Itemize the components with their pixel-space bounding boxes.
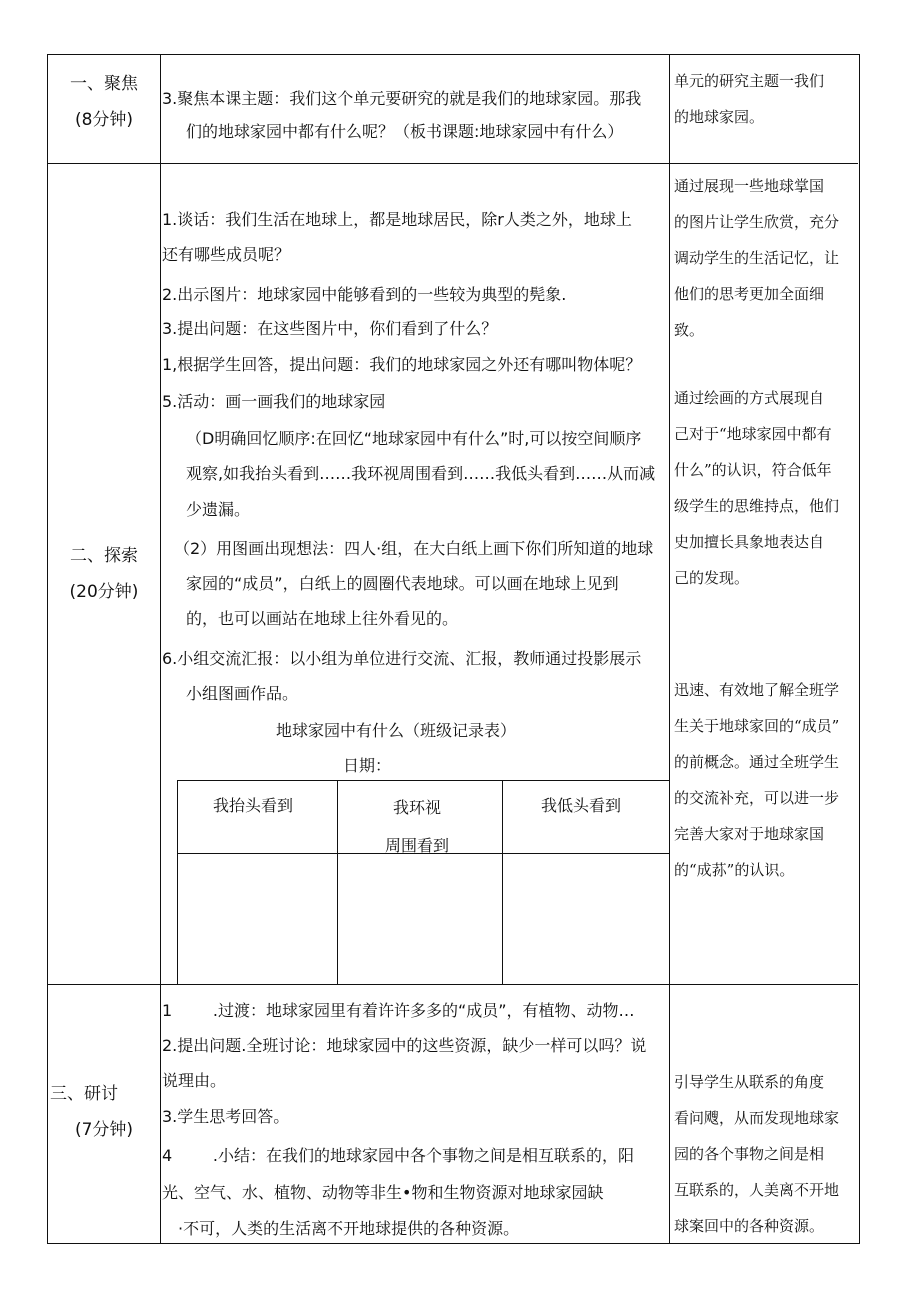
record-date-label: 日期： [343,756,392,775]
note-line: 的交流补充，可以进一步 [674,789,840,807]
record-cell-up[interactable] [178,855,336,983]
content-line: 们的地球家园中都有什么呢？（板书课题:地球家园中有什么） [186,122,624,141]
note-line: 看问飕，从而发现地球家 [674,1109,840,1127]
design-note [674,672,858,888]
content-line: （D明确回忆顺序:在回忆“地球家园中有什么”时,可以按空间顺序 [186,429,642,448]
note-line: 什么”的认识，符合低年 [674,461,832,479]
content-line: 还有哪些成员呢？ [162,245,291,264]
note-line: 致。 [674,321,705,339]
design-note [674,168,858,348]
note-line: 他们的思考更加全面细 [674,285,825,303]
stage-time: (7分钟) [74,1120,134,1140]
note-line: 的地球家园。 [674,108,765,126]
content-line: 小组图画作品。 [186,684,299,703]
note-line: 史加擅长具象地表达自 [674,533,825,551]
content-line: 6.小组交流汇报：以小组为单位进行交流、汇报，教师通过投影展示 [162,649,642,668]
stage-label: 二、探索 [70,546,138,566]
stage-explore [48,542,160,606]
content-line: 少遗漏。 [186,500,251,519]
note-line: 通过展现一些地球掌国 [674,177,825,195]
note-line: 互联系的，人美离不开地 [674,1181,840,1199]
content-line: 2.出示图片：地球家园中能够看到的一些较为典型的髡象. [162,285,567,304]
note-line: 通过绘画的方式展现自 [674,389,825,407]
stage-time: (20分钟) [69,582,139,602]
note-line: 级学生的思维持点，他们 [674,497,840,515]
content-line: 光、空气、水、植物、动物等非生•物和生物资源对地球家园缺 [162,1183,604,1202]
record-header-divider [177,853,669,854]
row-divider-1 [47,163,858,164]
note-line: 单元的研究主题一我们 [674,72,825,90]
stage-discuss [48,1080,160,1144]
content-line: 观察,如我抬头看到……我环视周围看到……我低头看到……从而减 [186,464,656,483]
content-line: 4 .小结：在我们的地球家园中各个事物之间是相互联系的，阳 [162,1146,634,1165]
content-line: 3.学生思考回答。 [162,1107,290,1126]
record-date-field[interactable] [343,751,494,781]
record-cell-around[interactable] [338,855,501,983]
content-line: 2.提出问题.全班讨论：地球家园中的这些资源，缺少一样可以吗？说 [162,1036,647,1055]
note-line: 迅速、有效地了解全班学 [674,681,840,699]
stage-label: 一、聚焦 [70,74,138,94]
content-line: 的，也可以画站在地球上往外看见的。 [186,609,459,628]
design-note [674,380,858,596]
note-line: 园的各个事物之间是相 [674,1145,825,1163]
note-line: 生关于地球家回的“成员” [674,717,840,735]
content-line: 1,根据学生回答，提出问题：我们的地球家园之外还有哪叫物体呢？ [162,355,642,374]
stage-time: (8分钟) [74,110,134,130]
note-line: 球案回中的各种资源。 [674,1217,825,1235]
content-line: （2）用图画出现想法：四人·组，在大白纸上画下你们所知道的地球 [174,539,654,558]
note-line: 的“成荪”的认识。 [674,861,795,879]
design-note [674,63,858,135]
stage-focus [48,70,160,134]
record-header-around-line2: 周围看到 [385,836,450,853]
record-header-around: 我环视 [393,798,442,817]
content-line: 3.聚焦本课主题：我们这个单元要研究的就是我们的地球家园。那我 [162,89,642,108]
record-header-up: 我抬头看到 [213,796,294,815]
note-line: 己的发现。 [674,569,750,587]
content-line: ·不可，人类的生活离不开地球提供的各种资源。 [178,1219,520,1238]
content-line: 说理由。 [162,1071,227,1090]
note-line: 的图片让学生欣赏，充分 [674,213,840,231]
content-line: 5.活动：画一画我们的地球家园 [162,392,386,411]
note-line: 完善大家对于地球家国 [674,825,825,843]
note-line: 的前概念。通过全班学生 [674,753,840,771]
stage-label: 三、研讨 [50,1084,118,1104]
column-divider-1 [160,54,161,1243]
content-line: 3.提出问题：在这些图片中，你们看到了什么？ [162,319,498,338]
content-line: 家园的“成员”，白纸上的圆圈代表地球。可以画在地球上见到 [186,574,619,593]
design-note [674,1064,858,1244]
row-divider-2 [47,984,858,985]
record-table-title: 地球家园中有什么（班级记录表） [276,721,517,740]
column-divider-2 [669,54,670,1243]
record-cell-down[interactable] [503,855,668,983]
content-line: 1.谈话：我们生活在地球上，都是地球居民，除r人类之外，地球上 [162,210,632,229]
note-line: 己对于“地球家园中都有 [674,425,832,443]
note-line: 调动学生的生活记忆，让 [674,249,840,267]
note-line: 引导学生从联系的角度 [674,1073,825,1091]
content-line: 1 .过渡：地球家园里有着许许多多的“成员”，有植物、动物… [162,1001,635,1020]
record-date-blank[interactable] [404,762,494,781]
record-header-down: 我低头看到 [541,796,622,815]
